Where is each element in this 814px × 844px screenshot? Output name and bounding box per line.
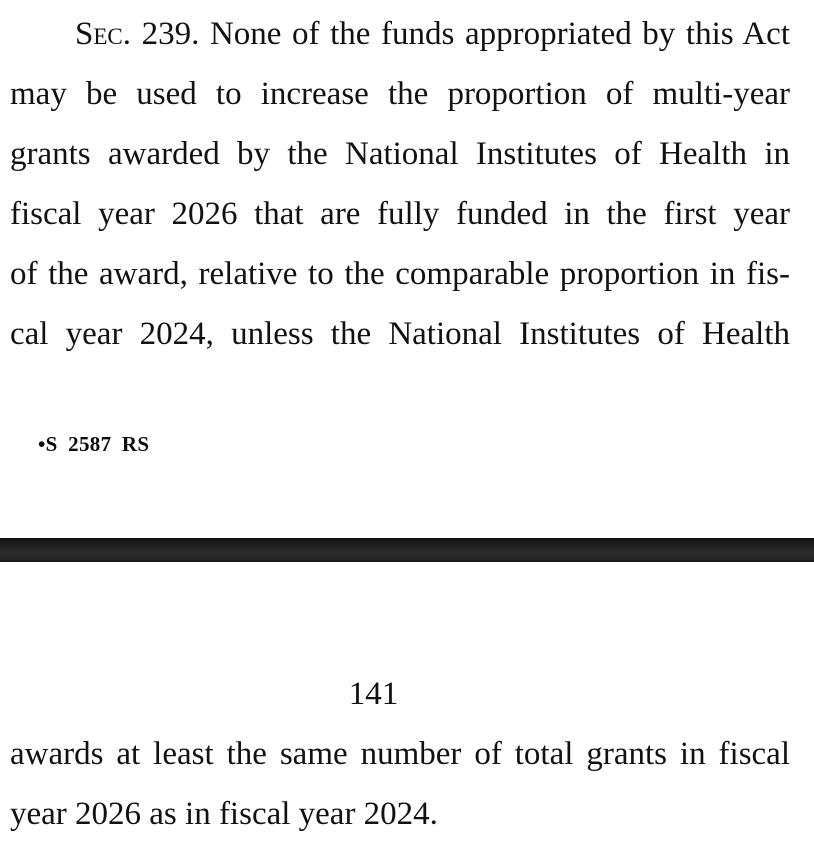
page-separator-bar	[0, 538, 814, 562]
body-line: cal year 2024, unless the National Institutes of Health	[10, 316, 790, 352]
body-line: of the award, relative to the comparable proportion in fis-	[10, 256, 790, 292]
body-line	[10, 4, 790, 64]
body-line: year 2026 as in fiscal year 2024.	[10, 796, 438, 832]
section-line-text: 239. None of the funds appropriated by this Act	[141, 16, 790, 52]
bill-number-footer: •S 2587 RS	[38, 432, 150, 456]
page2-body	[10, 724, 790, 844]
body-line: awards at least the same number of total grants in fiscal	[10, 736, 790, 772]
section-heading-label: Sec.	[75, 16, 131, 52]
page1-body	[10, 4, 790, 364]
body-line: fiscal year 2026 that are fully funded in the first year	[10, 196, 790, 232]
body-line: may be used to increase the proportion of multi-year	[10, 76, 790, 112]
body-line: grants awarded by the National Institutes of Health in	[10, 136, 790, 172]
page-number: 141	[348, 676, 399, 712]
